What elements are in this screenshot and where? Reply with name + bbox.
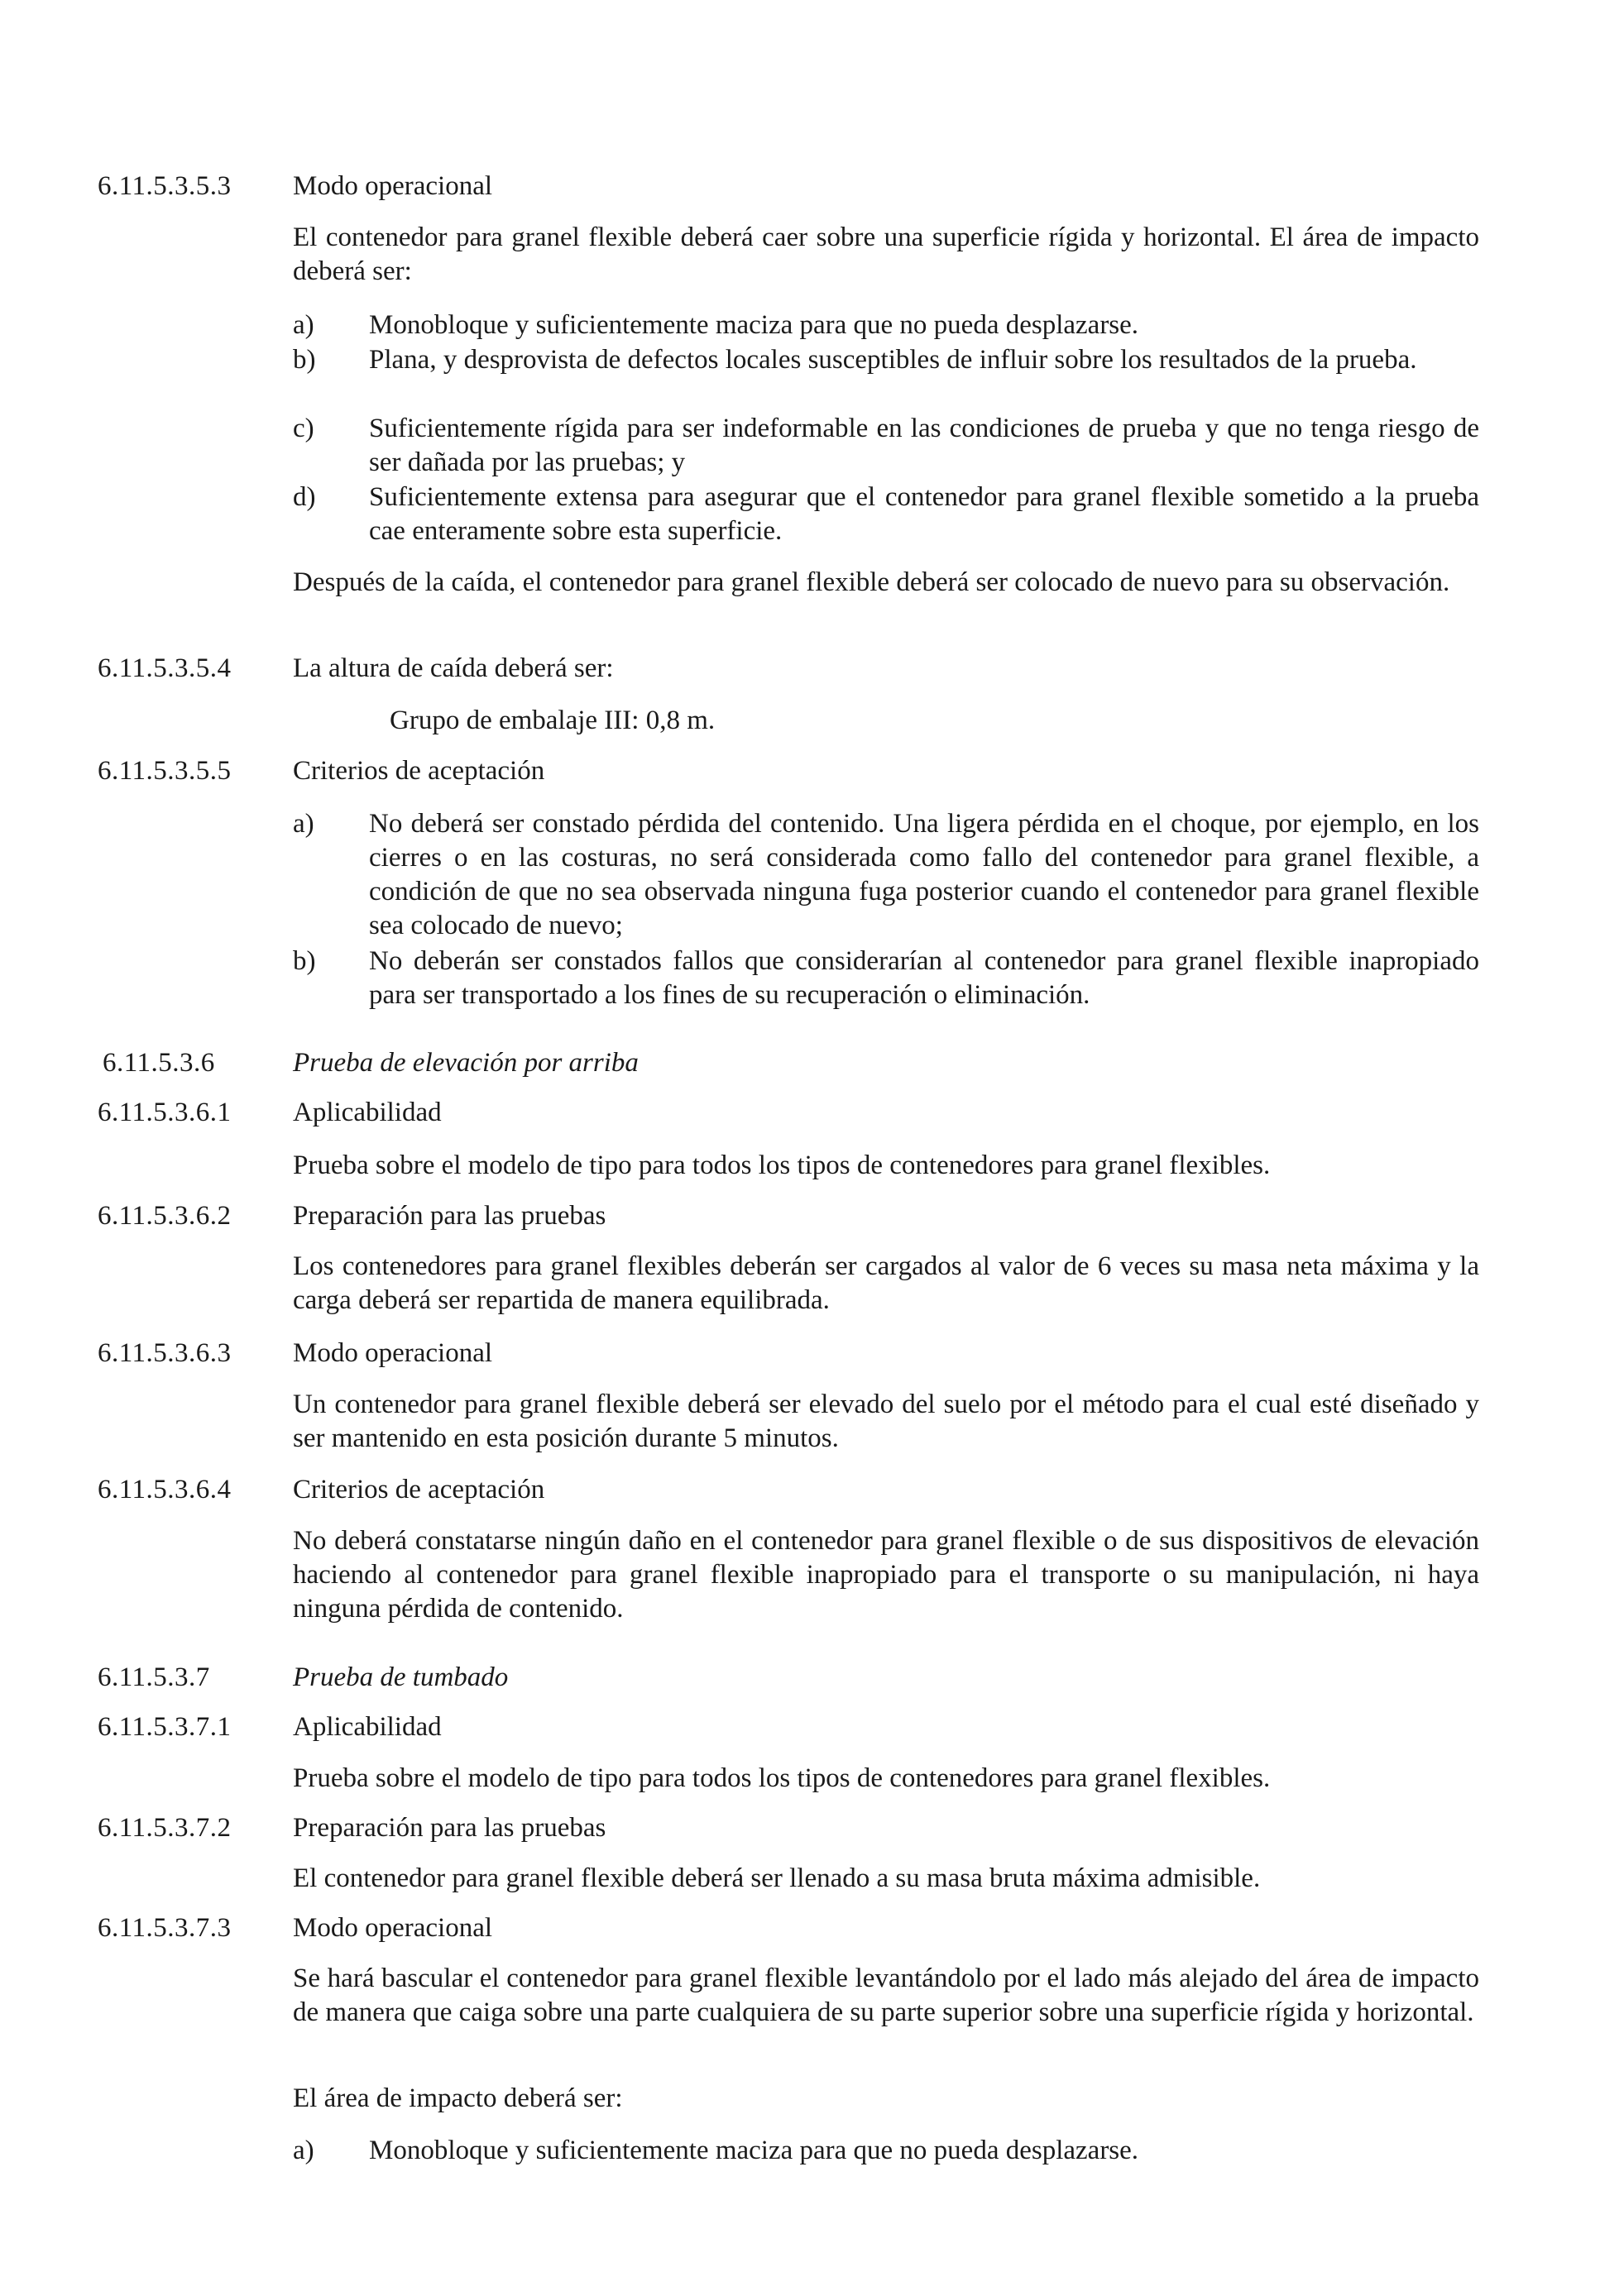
paragraph: No deberá constatarse ningún daño en el contenedor para granel flexible o de sus dispositivos de elevación haciendo al contenedor para granel flexible inapropiado para el transporte o su manipulación, ni haya ninguna pérdida de contenido.: [293, 1526, 1479, 1624]
paragraph: Prueba sobre el modelo de tipo para todos los tipos de contenedores para granel flexibles.: [293, 1763, 1271, 1793]
section-heading: Modo operacional: [293, 1913, 493, 1943]
section-heading: Modo operacional: [293, 1338, 493, 1368]
paragraph: Prueba sobre el modelo de tipo para todos los tipos de contenedores para granel flexibles.: [293, 1150, 1271, 1180]
list-item-text: Plana, y desprovista de defectos locales susceptibles de influir sobre los resultados de la prueba.: [369, 345, 1417, 375]
list-item-text: Monobloque y suficientemente maciza para que no pueda desplazarse.: [369, 310, 1139, 340]
section-number: 6.11.5.3.7.3: [98, 1913, 232, 1943]
list-item-label: a): [293, 809, 314, 839]
list-item-text: No deberá ser constado pérdida del contenido. Una ligera pérdida en el choque, por ejemplo, en los cierres o en las costuras, no será considerada como fallo del contenedor para granel flexible, a condición de que no sea observada ninguna fuga posterior cuando el contenedor para granel flexible sea colocado de nuevo;: [369, 809, 1479, 940]
list-item-label: b): [293, 345, 316, 375]
paragraph: El contenedor para granel flexible deberá ser llenado a su masa bruta máxima admisible.: [293, 1863, 1261, 1893]
section-number: 6.11.5.3.6.2: [98, 1201, 232, 1231]
section-heading: Criterios de aceptación: [293, 1475, 545, 1504]
section-number: 6.11.5.3.5.4: [98, 653, 232, 683]
list-item-text: Monobloque y suficientemente maciza para que no pueda desplazarse.: [369, 2136, 1139, 2165]
list-item-label: a): [293, 310, 314, 340]
list-item-label: a): [293, 2136, 314, 2165]
list-item-text: No deberán ser constados fallos que considerarían al contenedor para granel flexible inapropiado para ser transportado a los fines de su recuperación o eliminación.: [369, 946, 1479, 1010]
list-item-text: Suficientemente extensa para asegurar que el contenedor para granel flexible sometido a la prueba cae enteramente sobre esta superficie.: [369, 482, 1479, 546]
section-number: 6.11.5.3.6: [103, 1048, 215, 1078]
section-heading: Aplicabilidad: [293, 1712, 442, 1742]
paragraph: Se hará bascular el contenedor para granel flexible levantándolo por el lado más alejado del área de impacto de manera que caiga sobre una parte cualquiera de su parte superior sobre una superficie rígida y horizontal.: [293, 1964, 1479, 2027]
list-item-label: b): [293, 946, 316, 976]
list-item-label: d): [293, 482, 316, 512]
section-number: 6.11.5.3.6.3: [98, 1338, 232, 1368]
section-number: 6.11.5.3.7.2: [98, 1813, 232, 1843]
section-heading: Prueba de tumbado: [293, 1662, 509, 1692]
section-heading: La altura de caída deberá ser:: [293, 653, 614, 683]
section-heading: Criterios de aceptación: [293, 756, 545, 786]
section-number: 6.11.5.3.7: [98, 1662, 210, 1692]
section-number: 6.11.5.3.6.1: [98, 1098, 232, 1127]
value-text: Grupo de embalaje III: 0,8 m.: [390, 706, 716, 735]
section-heading: Preparación para las pruebas: [293, 1201, 606, 1231]
paragraph: Después de la caída, el contenedor para granel flexible deberá ser colocado de nuevo para su observación.: [293, 567, 1450, 597]
section-heading: Prueba de elevación por arriba: [293, 1048, 639, 1078]
paragraph: Los contenedores para granel flexibles deberán ser cargados al valor de 6 veces su masa neta máxima y la carga deberá ser repartida de manera equilibrada.: [293, 1251, 1479, 1315]
section-heading: Aplicabilidad: [293, 1098, 442, 1127]
paragraph: El área de impacto deberá ser:: [293, 2083, 623, 2113]
section-number: 6.11.5.3.5.3: [98, 171, 232, 201]
list-item-label: c): [293, 414, 314, 443]
section-heading: Modo operacional: [293, 171, 493, 201]
section-number: 6.11.5.3.7.1: [98, 1712, 232, 1742]
list-item-text: Suficientemente rígida para ser indeformable en las condiciones de prueba y que no tenga riesgo de ser dañada por las pruebas; y: [369, 414, 1479, 477]
paragraph: Un contenedor para granel flexible deberá ser elevado del suelo por el método para el cual esté diseñado y ser mantenido en esta posición durante 5 minutos.: [293, 1390, 1479, 1453]
paragraph: El contenedor para granel flexible deberá caer sobre una superficie rígida y horizontal. El área de impacto deberá ser:: [293, 222, 1479, 286]
section-heading: Preparación para las pruebas: [293, 1813, 606, 1843]
section-number: 6.11.5.3.5.5: [98, 756, 232, 786]
section-number: 6.11.5.3.6.4: [98, 1475, 232, 1504]
